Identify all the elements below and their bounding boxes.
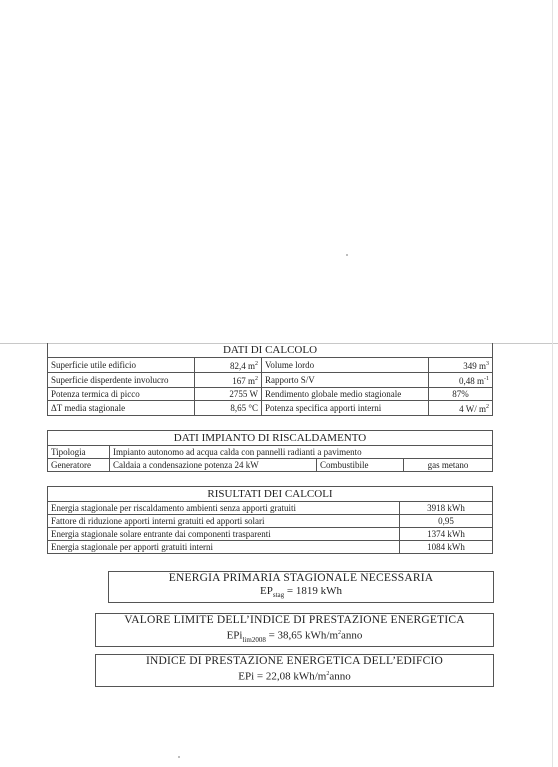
valore-limite-title: VALORE LIMITE DELL’INDICE DI PRESTAZIONE ENERGETICA (124, 614, 465, 626)
value: 0,48 $m^{-1}$ (429, 373, 493, 388)
table-row (48, 388, 493, 401)
value: 349 $m^3$ (429, 358, 493, 373)
label: Superficie disperdente involucro (48, 373, 195, 388)
value: 2755 W (195, 388, 262, 401)
dati-impianto-title: DATI IMPIANTO DI RISCALDAMENTO (48, 431, 493, 446)
combustibile-label: Combustibile (317, 459, 404, 472)
table-row (48, 446, 493, 459)
tipologia-label: Tipologia (48, 446, 110, 459)
risultati-title: RISULTATI DEI CALCOLI (48, 487, 493, 502)
table-row (48, 502, 493, 515)
value: 8,65 °C (195, 401, 262, 416)
table-row (48, 373, 493, 388)
label: Potenza specifica apporti interni (262, 401, 429, 416)
generatore-label: Generatore (48, 459, 110, 472)
scan-speck (178, 756, 180, 758)
label: Rendimento globale medio stagionale (262, 388, 429, 401)
value: 4 W/ $m^2$ (429, 401, 493, 416)
energia-primaria-title: ENERGIA PRIMARIA STAGIONALE NECESSARIA (168, 572, 434, 584)
label: ΔT media stagionale (48, 401, 195, 416)
value: 3918 kWh (400, 502, 493, 515)
scan-edge (552, 0, 553, 767)
value: 82,4 $m^2$ (195, 358, 262, 373)
table-row (48, 358, 493, 373)
dati-impianto-table (47, 430, 493, 472)
table-row (48, 401, 493, 416)
generatore-value: Caldaia a condensazione potenza 24 kW (110, 459, 317, 472)
label: Energia stagionale solare entrante dai componenti trasparenti (48, 528, 400, 541)
indice-prestazione-value: EPi = 22,08 kWh/$m^2anno$ (238, 670, 351, 683)
indice-prestazione-title: INDICE DI PRESTAZIONE ENERGETICA DELL’EDIFCIO (145, 655, 444, 667)
valore-limite-box (95, 613, 494, 647)
value: 1374 kWh (400, 528, 493, 541)
tipologia-value: Impianto autonomo ad acqua calda con pannelli radianti a pavimento (110, 446, 493, 459)
combustibile-value: gas metano (404, 459, 493, 472)
value: 167 $m^2$ (195, 373, 262, 388)
label: Energia stagionale per apporti gratuiti interni (48, 541, 400, 554)
table-row (48, 515, 493, 528)
label: Volume lordo (262, 358, 429, 373)
energia-primaria-box (108, 571, 494, 603)
label: Superficie utile edificio (48, 358, 195, 373)
risultati-table (47, 486, 493, 554)
table-row (48, 528, 493, 541)
dati-calcolo-title: DATI DI CALCOLO (48, 343, 493, 358)
scan-speck (346, 254, 348, 256)
value: 1084 kWh (400, 541, 493, 554)
energia-primaria-value: $EP_{stag} = 1819$ kWh (260, 585, 342, 600)
label: Rapporto S/V (262, 373, 429, 388)
label: Energia stagionale per riscaldamento ambienti senza apporti gratuiti (48, 502, 400, 515)
indice-prestazione-box (95, 654, 494, 687)
dati-calcolo-table (47, 343, 493, 416)
value: 87% (429, 388, 493, 401)
valore-limite-value: EPi$_{lim2008}$ = 38,65 kWh/$m^2anno$ (226, 629, 363, 644)
table-row (48, 459, 493, 472)
value: 0,95 (400, 515, 493, 528)
label: Potenza termica di picco (48, 388, 195, 401)
table-row (48, 541, 493, 554)
label: Fattore di riduzione apporti interni gratuiti ed apporti solari (48, 515, 400, 528)
